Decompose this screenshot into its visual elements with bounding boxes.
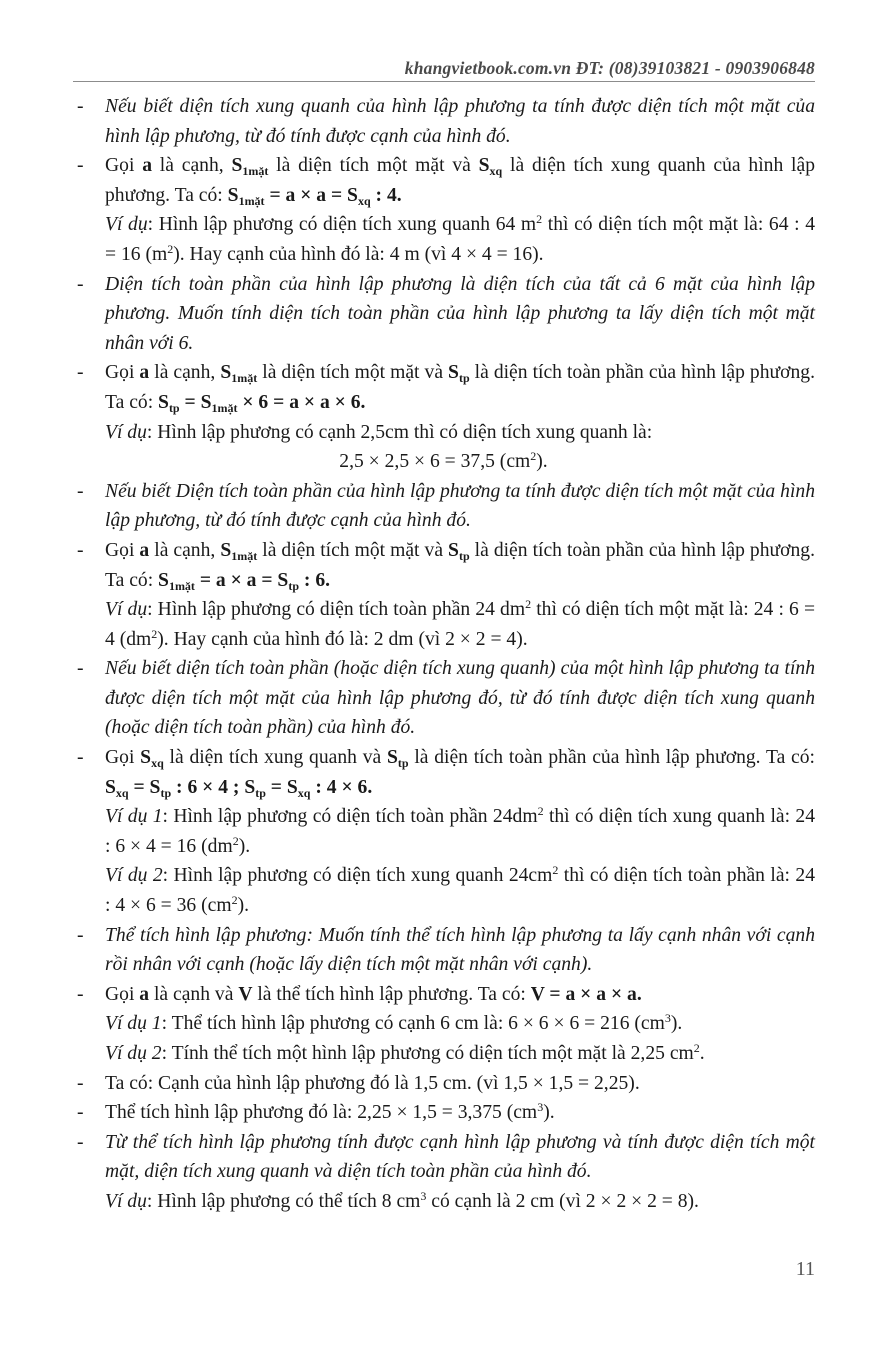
bullet-paragraph — [0, 1098, 887, 1128]
text-run: : Tính thể tích một hình lập phương có diện tích một mặt là 2,25 cm — [161, 1043, 694, 1064]
example-label: Ví dụ 1 — [105, 1013, 162, 1035]
bullet-dash: - — [77, 658, 84, 680]
bullet-dash: - — [77, 747, 84, 769]
paragraph-text: Nếu biết Diện tích toàn phần của hình lập phương ta tính được diện tích một mặt của hình lập phương, từ đó tính được cạnh của hình đó. — [105, 480, 815, 532]
subscript: 1mặt — [168, 578, 195, 593]
bullet-paragraph — [0, 536, 887, 595]
superscript: 3 — [420, 1188, 427, 1203]
text-run: là diện tích toàn phần của hình lập phương. Ta có: — [408, 747, 815, 769]
formula: = S — [179, 391, 212, 413]
text-run: ). — [543, 1102, 555, 1124]
text-run: S — [478, 155, 490, 177]
superscript: 2 — [231, 893, 238, 908]
bullet-paragraph — [0, 743, 887, 802]
text-run: Gọi — [105, 747, 141, 769]
text-run: . — [360, 391, 366, 413]
subscript: xq — [297, 785, 311, 800]
text-run: a — [139, 539, 150, 561]
superscript: 2 — [232, 833, 239, 848]
example-label: Ví dụ — [105, 214, 148, 236]
bullet-dash: - — [77, 480, 84, 502]
text-run: Gọi — [105, 155, 143, 177]
text-run: là diện tích xung quanh và — [163, 747, 387, 769]
text-run: S — [231, 155, 243, 177]
text-run: có cạnh là 2 cm (vì 2 × 2 × 2 = 8). — [426, 1190, 699, 1212]
bullet-paragraph — [0, 92, 887, 151]
text-run: : Hình lập phương có diện tích xung quanh 64 m — [147, 214, 537, 236]
text-run: thì có diện tích xung quanh là: 24 : 6 × 4 = 16 (dm — [105, 806, 815, 857]
text-run: ). — [536, 451, 548, 473]
example-paragraph — [0, 861, 887, 920]
superscript: 3 — [537, 1100, 544, 1115]
page-body — [0, 92, 887, 1217]
example-paragraph — [0, 418, 887, 448]
formula: S — [158, 391, 169, 413]
bullet-dash: - — [77, 539, 84, 561]
bullet-dash: - — [77, 983, 84, 1005]
text-run: là cạnh, — [149, 539, 221, 561]
text-run: Gọi — [105, 539, 140, 561]
formula: S — [158, 569, 169, 591]
text-run: S — [220, 539, 232, 561]
bullet-paragraph — [0, 921, 887, 980]
subscript: tp — [168, 400, 180, 415]
text-run: thì có diện tích một mặt là: 24 : 6 = 4 (dm — [105, 599, 815, 650]
text-run: a — [142, 155, 152, 177]
text-run: Thể tích hình lập phương đó là: 2,25 × 1,5 = 3,375 (cm — [105, 1102, 538, 1124]
subscript: xq — [151, 756, 164, 771]
text-run: là diện tích một mặt và — [268, 155, 479, 177]
text-run: S — [386, 747, 398, 769]
bullet-dash: - — [77, 924, 84, 946]
bullet-dash: - — [77, 273, 84, 295]
text-run: là diện tích một mặt và — [257, 539, 449, 561]
text-run: : Hình lập phương có thể tích 8 cm — [146, 1190, 421, 1212]
text-run: là cạnh, — [149, 362, 221, 384]
text-run: là diện tích xung quanh của hình lập phương. Ta có: — [105, 155, 815, 206]
text-run: . — [699, 1043, 705, 1064]
paragraph-text: Diện tích toàn phần của hình lập phương là diện tích của tất cả 6 mặt của hình lập phương. Muốn tính diện tích toàn phần của hình lập phương ta lấy diện tích một mặt nhân với 6. — [105, 273, 815, 354]
bullet-dash: - — [77, 155, 84, 177]
formula: S — [105, 776, 116, 798]
example-label: Ví dụ 2 — [105, 865, 163, 887]
text-run: : Thể tích hình lập phương có cạnh 6 cm là: 6 × 6 × 6 = 216 (cm — [161, 1013, 665, 1035]
text-run: : Hình lập phương có cạnh 2,5cm thì có diện tích xung quanh là: — [146, 421, 653, 443]
formula: : 6 × 4 ; S — [171, 776, 256, 798]
subscript: tp — [255, 785, 266, 800]
formula: V = a × a × a — [530, 983, 637, 1005]
subscript: xq — [357, 193, 371, 208]
text-run: là cạnh và — [149, 983, 239, 1005]
superscript: 3 — [664, 1011, 671, 1026]
paragraph-text: Từ thể tích hình lập phương tính được cạnh hình lập phương và tính được diện tích một mặt, diện tích xung quanh và diện tích toàn phần của hình đó. — [105, 1131, 815, 1183]
text-run: là diện tích toàn phần của hình lập phương. Ta có: — [105, 362, 815, 413]
bullet-dash: - — [77, 362, 84, 384]
text-run: là diện tích một mặt và — [257, 362, 449, 384]
subscript: tp — [458, 548, 470, 563]
centered-formula — [0, 447, 887, 477]
text-run: ). Hay cạnh của hình đó là: 2 dm (vì 2 × 2 = 4). — [157, 628, 528, 650]
text-run: ). — [670, 1013, 683, 1035]
text-run: . — [367, 776, 373, 798]
superscript: 2 — [537, 804, 544, 819]
bullet-paragraph — [0, 1128, 887, 1187]
text-run: S — [220, 362, 232, 384]
superscript: 2 — [525, 597, 532, 612]
bullet-dash: - — [77, 1131, 84, 1153]
superscript: 2 — [530, 449, 537, 464]
text-run: ). — [237, 895, 250, 917]
text-run: là diện tích toàn phần của hình lập phương. Ta có: — [105, 539, 815, 591]
text-run: . — [636, 983, 642, 1005]
text-run: a — [139, 362, 150, 384]
bullet-paragraph — [0, 477, 887, 536]
example-paragraph — [0, 1009, 887, 1039]
bullet-paragraph — [0, 654, 887, 743]
paragraph-text: Ta có: Cạnh của hình lập phương đó là 1,5 cm. (vì 1,5 × 1,5 = 2,25). — [105, 1072, 640, 1094]
bullet-paragraph — [0, 980, 887, 1010]
example-paragraph — [0, 1039, 887, 1069]
page-number: 11 — [795, 1258, 815, 1280]
text-run: ). Hay cạnh của hình đó là: 4 m (vì 4 × 4 = 16). — [173, 243, 544, 265]
subscript: 1mặt — [238, 193, 265, 208]
subscript: tp — [458, 371, 470, 386]
header-contact: khangvietbook.com.vn ĐT: (08)39103821 - 0903906848 — [404, 58, 815, 78]
text-run: S — [448, 362, 459, 384]
text-run: 2,5 × 2,5 × 6 = 37,5 (cm — [339, 451, 531, 473]
superscript: 2 — [167, 241, 174, 256]
example-label: Ví dụ — [105, 599, 148, 621]
subscript: 1mặt — [231, 548, 258, 563]
example-paragraph — [0, 595, 887, 654]
page-header — [0, 58, 887, 84]
text-run: là thể tích hình lập phương. Ta có: — [252, 983, 531, 1005]
subscript: 1mặt — [242, 164, 269, 179]
subscript: xq — [115, 785, 129, 800]
text-run: . — [396, 184, 402, 206]
subscript: tp — [397, 756, 409, 771]
superscript: 2 — [151, 626, 158, 641]
formula: = a × a = S — [194, 569, 289, 591]
bullet-dash: - — [77, 1102, 84, 1124]
text-run: . — [325, 569, 331, 591]
bullet-dash: - — [77, 96, 84, 117]
subscript: tp — [160, 785, 172, 800]
subscript: 1mặt — [211, 400, 238, 415]
formula: × 6 = a × a × 6 — [237, 391, 361, 413]
example-label: Ví dụ 1 — [105, 806, 163, 828]
formula: = S — [265, 776, 298, 798]
text-run: V — [238, 983, 253, 1005]
text-run: S — [448, 539, 459, 561]
text-run: S — [140, 747, 152, 769]
formula: = a × a = S — [264, 184, 358, 206]
bullet-paragraph — [0, 151, 887, 210]
text-run: : Hình lập phương có diện tích xung quanh 24cm — [162, 865, 553, 887]
example-label: Ví dụ 2 — [105, 1043, 162, 1064]
subscript: xq — [489, 164, 503, 179]
text-run: ). — [238, 835, 251, 857]
text-run: thì có diện tích một mặt là: 64 : 4 = 16 (m — [105, 214, 815, 265]
text-run: thì có diện tích toàn phần là: 24 : 4 × 6 = 36 (cm — [105, 865, 815, 917]
formula: S — [227, 184, 239, 206]
formula: : 4 — [370, 184, 397, 206]
example-paragraph — [0, 802, 887, 861]
text-run: Gọi — [105, 362, 140, 384]
paragraph-text: Thể tích hình lập phương: Muốn tính thể tích hình lập phương ta lấy cạnh nhân với cạnh rồi nhân với cạnh (hoặc lấy diện tích một mặt nhân với cạnh). — [105, 924, 815, 976]
subscript: tp — [288, 578, 299, 593]
bullet-dash: - — [77, 1072, 84, 1094]
text-run: : Hình lập phương có diện tích toàn phần 24dm — [162, 806, 538, 828]
paragraph-text: Nếu biết diện tích toàn phần (hoặc diện tích xung quanh) của một hình lập phương ta tính được diện tích một mặt của hình lập phương đó, từ đó tính được diện tích xung quanh (hoặc diện tích toàn phần) của hình đó. — [105, 658, 815, 739]
formula: : 4 × 6 — [310, 776, 368, 798]
bullet-paragraph — [0, 1069, 887, 1099]
text-run: là cạnh, — [152, 155, 232, 177]
paragraph-text: Nếu biết diện tích xung quanh của hình lập phương ta tính được diện tích một mặt của hình lập phương, từ đó tính được cạnh của hình đó. — [105, 96, 815, 147]
bullet-paragraph — [0, 270, 887, 359]
text-run: a — [139, 983, 150, 1005]
example-label: Ví dụ — [105, 1190, 147, 1212]
bullet-paragraph — [0, 358, 887, 417]
formula: = S — [128, 776, 161, 798]
subscript: 1mặt — [231, 371, 258, 386]
superscript: 2 — [552, 863, 559, 878]
formula: : 6 — [299, 569, 326, 591]
header-rule — [73, 81, 815, 82]
example-label: Ví dụ — [105, 421, 147, 443]
text-run: Gọi — [105, 983, 140, 1005]
text-run: : Hình lập phương có diện tích toàn phần 24 dm — [147, 599, 526, 621]
example-paragraph — [0, 1187, 887, 1217]
example-paragraph — [0, 210, 887, 269]
superscript: 2 — [693, 1041, 700, 1055]
superscript: 2 — [536, 212, 543, 227]
